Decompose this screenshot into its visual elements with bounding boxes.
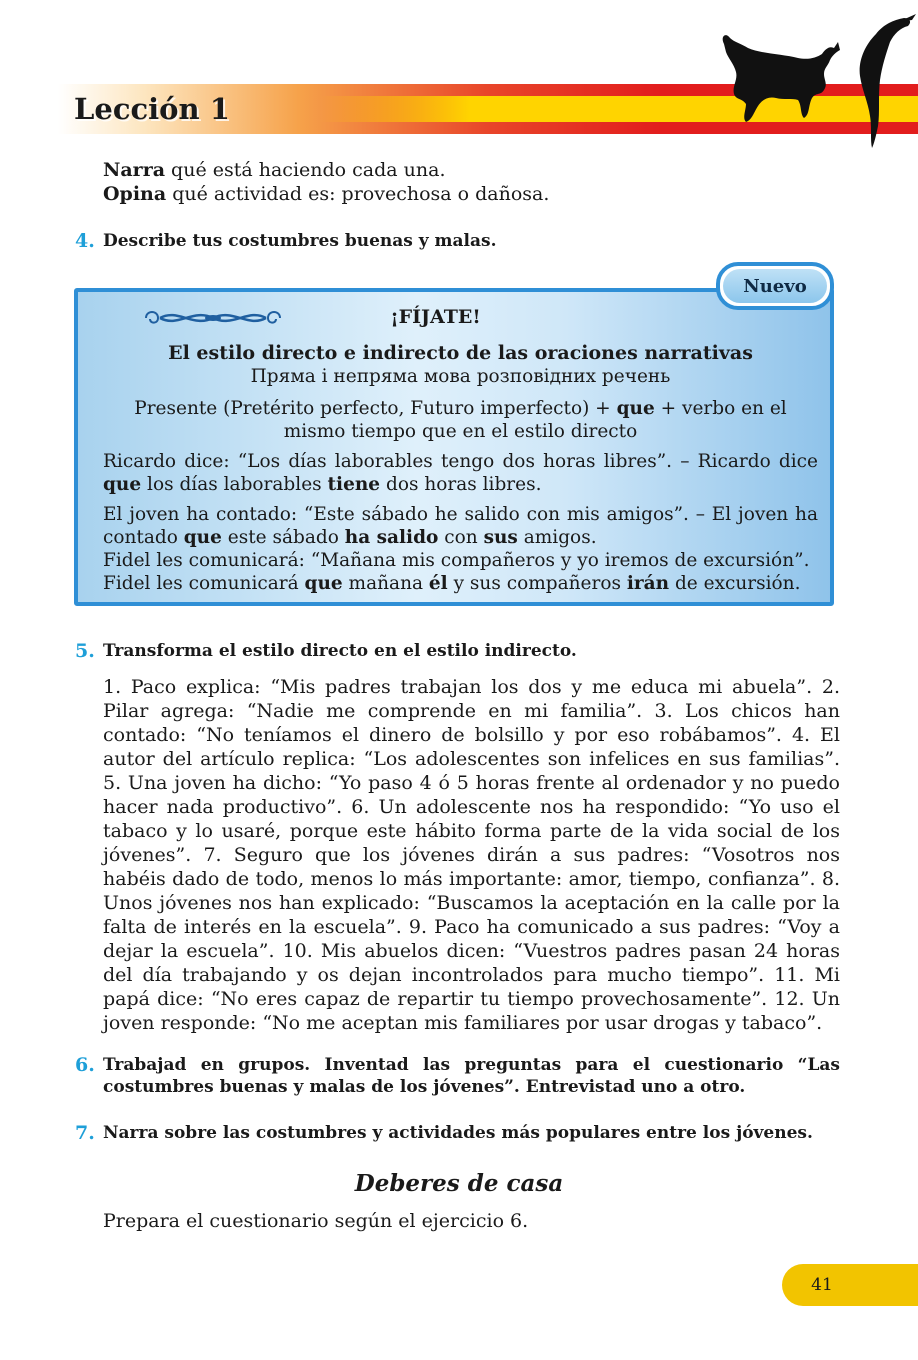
example-fidel-direct: Fidel les comunicará: “Mañana mis compañeros y yo iremos de excursión”.	[103, 550, 810, 571]
exercise-5-sentences: 1. Paco explica: “Mis padres trabajan los dos y me educa mi abuela”. 2. Pilar agrega: “Nadie me comprende en mi familia”. 3. Los chicos han contado: “No teníamos el dinero de bolsillo y por eso robábamos”. 4. El autor del artículo replica: “Los adolescentes son infelices en sus familias”. 5. Una joven ha dicho: “Yo paso 4 ó 5 horas frente al ordenador y no puedo hacer nada productivo”. 6. Un adolescente nos ha respondido: “Yo uso el tabaco y lo usaré, porque este hábito forma parte de la vida social de los jóvenes”. 7. Seguro que los jóvenes dirán a sus padres: “Vosotros nos habéis dado de todo, menos lo más importante: amor, tiempo, confianza”. 8. Unos jóvenes nos han explicado: “Buscamos la aceptación en la calle por la falta de interés en la escuela”. 9. Paco ha comunicado a sus padres: “Voy a dejar la escuela”. 10. Mis abuelos dicen: “Vuestros padres pasan 24 horas del día trabajando y os dejan incontrolados para mucho tiempo”. 11. Mi papá dice: “No eres capaz de repartir tu tiempo provechosamente”. 12. Un joven responde: “No me aceptan mis familiares por usar drogas y tabaco”.	[103, 676, 840, 1034]
intro-text: Narra qué está haciendo cada una. Opina qué actividad es: provechosa o dañosa.	[103, 159, 550, 205]
exercise-4	[75, 230, 840, 252]
bull-silhouette-icon	[712, 14, 918, 150]
homework-text: Prepara el cuestionario según el ejercicio 6.	[103, 1210, 529, 1232]
exercise-instruction: Trabajad en grupos. Inventad las preguntas para el cuestionario “Las costumbres buenas y malas de los jóvenes”. Entrevistad uno a otro.	[103, 1055, 840, 1097]
example-joven: El joven ha contado: “Este sábado he salido con mis amigos”. – El joven ha contado que este sábado ha salido con sus amigos.	[103, 504, 818, 548]
exercise-7	[75, 1122, 840, 1144]
box-subtitle: Пряма і непряма мова розповідних речень	[250, 366, 671, 387]
exercise-instruction: Narra sobre las costumbres y actividades más populares entre los jóvenes.	[103, 1123, 813, 1143]
exercise-instruction: Transforma el estilo directo en el estilo indirecto.	[103, 641, 577, 661]
exercise-6	[75, 1054, 840, 1098]
grammar-rule: Presente (Pretérito perfecto, Futuro imperfecto) + que + verbo en el mismo tiempo que en el estilo directo	[134, 398, 787, 442]
exercise-number: 6.	[75, 1054, 95, 1076]
grammar-box	[74, 288, 834, 606]
nuevo-badge-label: Nuevo	[723, 269, 827, 303]
exercise-number: 7.	[75, 1122, 95, 1144]
exercise-number: 5.	[75, 640, 95, 662]
exercise-number: 4.	[75, 230, 95, 252]
fijate-heading: ¡FÍJATE!	[390, 306, 481, 328]
narra-keyword: Narra	[103, 159, 166, 181]
lesson-title: Lección 1	[74, 92, 230, 126]
page-number: 41	[811, 1275, 833, 1295]
example-ricardo: Ricardo dice: “Los días laborables tengo dos horas libres”. – Ricardo dice que los días laborables tiene dos horas libres.	[103, 451, 818, 495]
opina-keyword: Opina	[103, 183, 167, 205]
box-title: El estilo directo e indirecto de las oraciones narrativas	[168, 342, 753, 364]
exercise-5	[75, 640, 840, 662]
nuevo-badge	[716, 262, 834, 310]
homework-title: Deberes de casa	[354, 1170, 564, 1197]
example-fidel-indirect: Fidel les comunicará que mañana él y sus compañeros irán de excursión.	[103, 573, 801, 594]
exercise-instruction: Describe tus costumbres buenas y malas.	[103, 231, 497, 251]
